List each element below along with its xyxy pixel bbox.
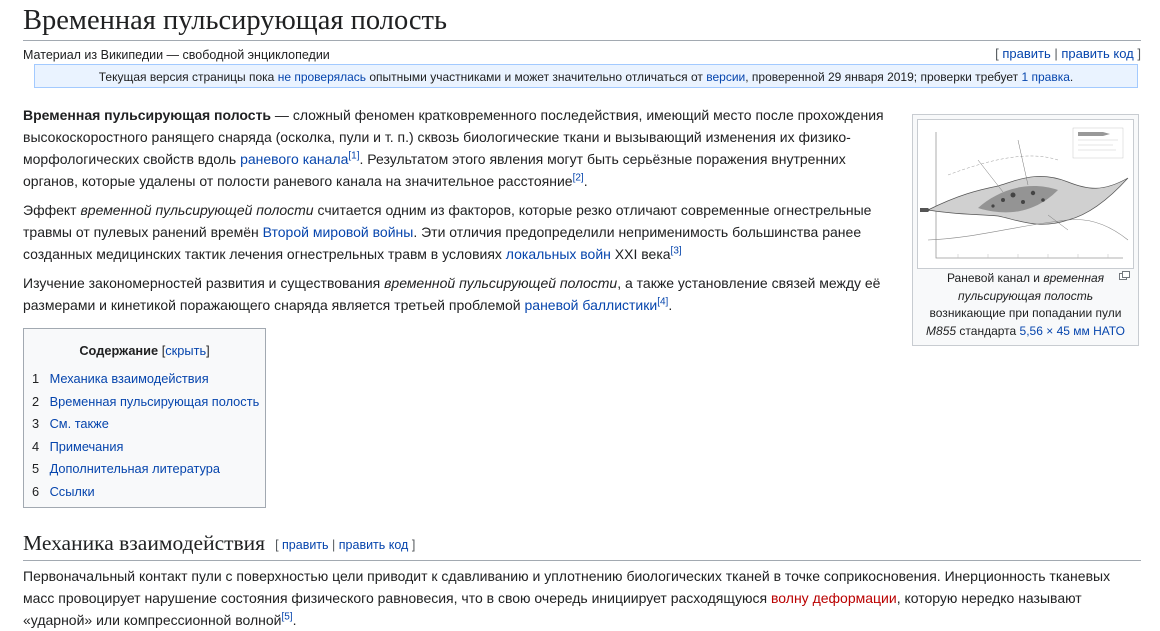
caption-text: возникающие при попадании пули	[929, 306, 1122, 320]
paragraph-text: — сложный феномен кратковременного последействия, имеющий место после прохождения высокоскоростного ранящего снаряда (осколка, пули и т. п.) сквозь биологические ткани и вызывающий изменения их физико-морфологических свойств вдоль	[23, 107, 884, 167]
toc-link[interactable]: Ссылки	[49, 483, 95, 499]
local-wars-link[interactable]: локальных войн	[505, 246, 611, 262]
notice-text: опытными участниками и может значительно отличаться от	[366, 70, 707, 84]
term-bold: Временная пульсирующая полость	[23, 107, 272, 123]
intro-paragraph-1	[23, 104, 898, 192]
wound-cavity-diagram-image[interactable]	[917, 119, 1134, 269]
toc-link[interactable]: Дополнительная литература	[49, 461, 221, 477]
toc-link[interactable]: Временная пульсирующая полость	[49, 393, 260, 409]
paragraph-text: Первоначальный контакт пули с поверхностью цели приводит к сдавливанию и уплотнению биологических тканей в точке соприкосновения. Инерционность тканевых масс провоцирует нарушение состояния физического равновесия, что в свою очередь инициирует расходящуюся	[23, 568, 1111, 606]
ref-4-link[interactable]: [4]	[657, 296, 669, 308]
toc-number: 2	[32, 393, 40, 409]
toc-number: 1	[32, 371, 40, 386]
site-tagline: Материал из Википедии — свободной энциклопедии	[23, 48, 330, 63]
body-content	[23, 0, 1141, 629]
notice-text: .	[1069, 70, 1074, 84]
section-edit-links: [ править | править код ]	[275, 537, 416, 552]
toc-item[interactable]	[32, 436, 265, 459]
ref-5-link[interactable]: [5]	[281, 611, 293, 623]
section-edit-link[interactable]: править	[282, 537, 329, 552]
intro-text	[23, 104, 898, 323]
caption-italic: M855	[926, 323, 957, 338]
deformation-wave-redlink[interactable]: волну деформации	[771, 590, 897, 606]
toc-number: 6	[32, 483, 40, 499]
paragraph-text: .	[292, 612, 297, 628]
wound-cavity-diagram	[918, 120, 1134, 269]
nato-cartridge-link[interactable]: 5,56 × 45 мм НАТО	[1019, 323, 1125, 338]
section-paragraph	[23, 565, 1141, 631]
toc-number: 3	[32, 416, 40, 432]
caption-italic: временная пульсирующая полость	[957, 271, 1105, 303]
term-italic: временной пульсирующей полости	[80, 202, 314, 218]
ref-1-link[interactable]: [1]	[348, 150, 360, 162]
toc-link[interactable]: См. также	[49, 416, 109, 432]
wound-channel-link[interactable]: раневого канала	[240, 151, 349, 167]
notice-version-link[interactable]: версии	[706, 70, 746, 84]
toc-item[interactable]	[32, 368, 265, 391]
toc-title: Содержание [скрыть]	[79, 343, 210, 358]
toc-item[interactable]	[32, 413, 265, 436]
edit-code-link[interactable]: править код	[1061, 46, 1134, 62]
toc-item[interactable]	[32, 458, 265, 481]
section-heading	[23, 530, 1141, 561]
ww2-link[interactable]: Второй мировой войны	[262, 224, 414, 240]
toc-list	[32, 368, 265, 504]
paragraph-text: .	[668, 297, 673, 313]
paragraph-text: , которую нередко называют «ударной» или компрессионной волной	[23, 590, 1082, 628]
paragraph-text: XXI века	[610, 246, 671, 262]
notice-text: , проверенной 29 января 2019; проверки требует	[745, 70, 1022, 84]
figure-thumbnail	[912, 114, 1139, 346]
ref-3-link[interactable]: [3]	[670, 245, 682, 257]
toc-item[interactable]	[32, 481, 265, 504]
paragraph-text: считается одним из факторов, которые резко отличают современные огнестрельные травмы от пулевых ранений времён	[23, 202, 872, 240]
term-italic: временной пульсирующей полости	[384, 275, 618, 291]
paragraph-text: .	[583, 173, 588, 189]
paragraph-text: Изучение закономерностей развития и существования	[23, 275, 385, 291]
ref-2-link[interactable]: [2]	[572, 172, 584, 184]
toc-number: 5	[32, 461, 40, 477]
intro-paragraph-2	[23, 199, 898, 265]
notice-pending-edits-link[interactable]: 1 правка	[1021, 70, 1070, 84]
table-of-contents	[23, 328, 266, 508]
caption-text: стандарта	[956, 323, 1020, 338]
notice-text: Текущая версия страницы пока	[98, 70, 278, 84]
page-title: Временная пульсирующая полость	[23, 0, 1141, 41]
edit-link[interactable]: править	[1002, 46, 1051, 62]
paragraph-text: Эффект	[23, 202, 81, 218]
intro-paragraph-3	[23, 272, 898, 316]
paragraph-text: . Результатом этого явления могут быть серьёзные поражения внутренних органов, которые удалены от полости раневого канала на значительное расстояние	[23, 151, 846, 189]
page-edit-links: [ править | править код ]	[995, 46, 1141, 62]
toc-heading: Содержание	[79, 343, 159, 358]
toc-item[interactable]	[32, 391, 265, 414]
caption-text: Раневой канал и	[946, 271, 1044, 285]
toc-link[interactable]: Механика взаимодействия	[49, 371, 209, 386]
toc-number: 4	[32, 438, 40, 454]
toc-link[interactable]: Примечания	[49, 438, 124, 454]
paragraph-text: . Эти отличия предопределили неприменимость большинства ранее созданных медицинских тактик лечения огнестрельных травм в условиях	[23, 224, 862, 262]
wound-ballistics-link[interactable]: раневой баллистики	[524, 297, 658, 313]
section-edit-code-link[interactable]: править код	[338, 537, 409, 552]
section-title: Механика взаимодействия	[23, 531, 266, 555]
toc-toggle-link[interactable]: скрыть	[165, 343, 207, 358]
notice-not-reviewed-link[interactable]: не проверялась	[277, 70, 367, 84]
figure-caption	[919, 270, 1132, 340]
paragraph-text: , а также установление связей между её размерами и кинетикой поражающего снаряда является третьей проблемой	[23, 275, 881, 313]
